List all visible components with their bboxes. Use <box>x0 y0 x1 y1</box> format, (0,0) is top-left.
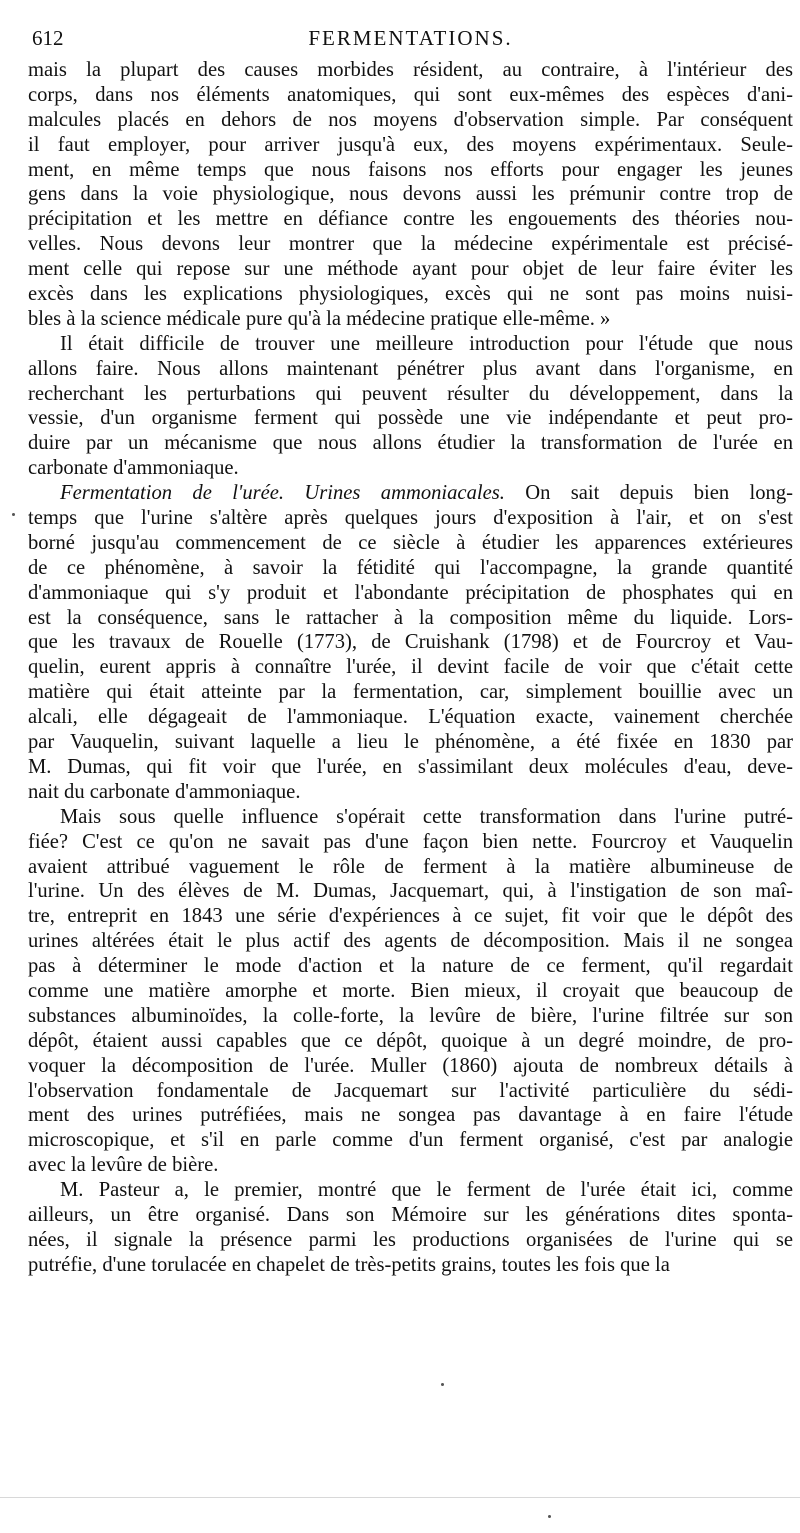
text-line: substances albuminoïdes, la colle-forte, la levûre de bière, l'urine filtrée sur son <box>28 1004 793 1027</box>
text-line: alcali, elle dégageait de l'ammoniaque. L'équation exacte, vainement cherchée <box>28 706 793 729</box>
text-line: gens dans la voie physiologique, nous devons aussi les prémunir contre trop de <box>28 183 793 206</box>
text-line: il faut employer, pour arriver jusqu'à eux, des moyens expérimentaux. Seule- <box>28 133 793 156</box>
text-line: urines altérées était le plus actif des agents de décomposition. Mais il ne songea <box>28 930 793 953</box>
text-line: malcules placés en dehors de nos moyens d'observation simple. Par conséquent <box>28 108 793 131</box>
text-line: voquer la décomposition de l'urée. Muller (1860) ajouta de nombreux détails à <box>28 1054 793 1077</box>
text-line: l'urine. Un des élèves de M. Dumas, Jacquemart, qui, à l'instigation de son maî- <box>28 880 793 903</box>
text-line: avec la levûre de bière. <box>28 1154 219 1177</box>
text-line: Mais sous quelle influence s'opérait cette transformation dans l'urine putré- <box>60 805 793 828</box>
text-line: d'ammoniaque qui s'y produit et l'abondante précipitation de phosphates qui en <box>28 581 793 604</box>
text-line: bles à la science médicale pure qu'à la médecine pratique elle-même. » <box>28 307 611 330</box>
text-line: Il était difficile de trouver une meilleure introduction pour l'étude que nous <box>60 332 793 355</box>
text-line: mais la plupart des causes morbides résident, au contraire, à l'intérieur des <box>28 59 793 81</box>
text-line: que les travaux de Rouelle (1773), de Cruishank (1798) et de Fourcroy et Vau- <box>28 631 793 654</box>
text-line: est la conséquence, sans le rattacher à la composition même du liquide. Lors- <box>28 606 793 629</box>
text-line: M. Pasteur a, le premier, montré que le ferment de l'urée était ici, comme <box>60 1179 793 1202</box>
text-line: allons faire. Nous allons maintenant pénétrer plus avant dans l'organisme, en <box>28 357 793 380</box>
speck-mark <box>548 1515 551 1518</box>
book-page <box>28 26 793 1278</box>
text-line: tre, entreprit en 1843 une série d'expériences à ce sujet, fit voir que le dépôt des <box>28 905 793 928</box>
text-line: précipitation et les mettre en défiance contre les engouements des théories nou- <box>28 208 793 231</box>
text-line: matière qui était atteinte par la fermentation, car, simplement bouillie avec un <box>28 681 793 704</box>
text-line: avaient attribué vaguement le rôle de ferment à la matière albumineuse de <box>28 855 793 878</box>
text-line: borné jusqu'au commencement de ce siècle à étudier les apparences extérieures <box>28 531 793 554</box>
section-heading: Fermentation de l'urée. Urines ammoniacales. <box>60 482 505 505</box>
text-line: ment celle qui repose sur une méthode ayant pour objet de leur faire éviter les <box>28 258 793 281</box>
heading-continuation: On sait depuis bien long- <box>504 482 793 505</box>
body-text <box>28 58 793 1278</box>
text-line: duire par un mécanisme que nous allons étudier la transformation de l'urée en <box>28 432 793 455</box>
text-line: vessie, d'un organisme ferment qui possède une vie indépendante et peut pro- <box>28 407 793 430</box>
text-line <box>28 481 793 506</box>
text-line: fiée? C'est ce qu'on ne savait pas d'une façon bien nette. Fourcroy et Vauquelin <box>28 830 793 853</box>
running-head <box>28 26 793 56</box>
running-title: FERMENTATIONS. <box>308 26 513 50</box>
text-line: nées, il signale la présence parmi les productions organisées de l'urine qui se <box>28 1228 793 1251</box>
text-line: de ce phénomène, à savoir la fétidité qui l'accompagne, la grande quantité <box>28 556 793 579</box>
text-line: ment des urines putréfiées, mais ne songea pas davantage à en faire l'étude <box>28 1104 793 1127</box>
text-line: par Vauquelin, suivant laquelle a lieu le phénomène, a été fixée en 1830 par <box>28 731 793 754</box>
text-line: excès dans les explications physiologiques, excès qui ne sont pas moins nuisi- <box>28 283 793 306</box>
text-line: M. Dumas, qui fit voir que l'urée, en s'assimilant deux molécules d'eau, deve- <box>28 755 793 778</box>
text-line: corps, dans nos éléments anatomiques, qui sont eux-mêmes des espèces d'ani- <box>28 83 793 106</box>
page-number: 612 <box>32 26 64 50</box>
speck-mark <box>12 513 15 516</box>
text-line: carbonate d'ammoniaque. <box>28 457 239 480</box>
text-line: ailleurs, un être organisé. Dans son Mémoire sur les générations dites sponta- <box>28 1203 793 1226</box>
page-bottom-rule <box>0 1497 800 1498</box>
text-line: recherchant les perturbations qui peuvent résulter du développement, dans la <box>28 382 793 405</box>
text-line: l'observation fondamentale de Jacquemart sur l'activité particulière du sédi- <box>28 1079 793 1102</box>
text-line: quelin, eurent appris à connaître l'urée, il devint facile de voir que c'était cette <box>28 656 793 679</box>
text-line: temps que l'urine s'altère après quelques jours d'exposition à l'air, et on s'est <box>28 507 793 530</box>
text-line: ment, en même temps que nous faisons nos efforts pour engager les jeunes <box>28 158 793 181</box>
speck-mark <box>441 1383 444 1386</box>
text-line: nait du carbonate d'ammoniaque. <box>28 780 301 803</box>
text-line: putréfie, d'une torulacée en chapelet de très-petits grains, toutes les fois que la <box>28 1253 670 1276</box>
text-line: pas à déterminer le mode d'action et la nature de ce ferment, qu'il regardait <box>28 955 793 978</box>
text-line: microscopique, et s'il en parle comme d'un ferment organisé, c'est par analogie <box>28 1129 793 1152</box>
text-line: velles. Nous devons leur montrer que la médecine expérimentale est précisé- <box>28 233 793 256</box>
text-line: dépôt, étaient aussi capables que ce dépôt, quoique à un degré moindre, de pro- <box>28 1029 793 1052</box>
text-line: comme une matière amorphe et morte. Bien mieux, il croyait que beaucoup de <box>28 979 793 1002</box>
